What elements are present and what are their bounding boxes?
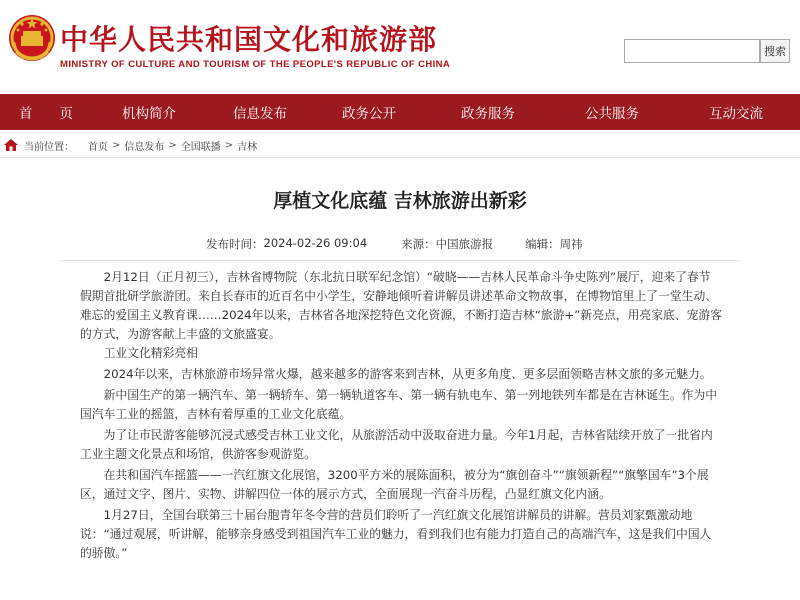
site-header (0, 0, 800, 94)
article-meta (206, 236, 583, 252)
nav-item-gov-services[interactable]: 政务服务 (461, 106, 515, 122)
article-paragraph: 新中国生产的第一辆汽车、第一辆轿车、第一辆轨道客车、第一辆有轨电车、第一列地铁列车都是在吉林诞生。作为中国汽车工业的摇篮，吉林有着厚重的工业文化底蕴。 (80, 388, 718, 421)
source-value: 中国旅游报 (435, 237, 494, 251)
breadcrumb-separator: > (168, 139, 177, 151)
article-subheading: 工业文化精彩亮相 (103, 346, 198, 360)
article-paragraph: 2月12日（正月初三），吉林省博物院（东北抗日联军纪念馆）“破晓——吉林人民革命斗争史陈列”展厅，迎来了春节假期首批研学旅游团。来自长春市的近百名中小学生，安静地倾听着讲解员讲述革命文物故事，在博物馆里上了一堂生动、难忘的爱国主义教育课……2024年以来，吉林省各地深挖特色文化资源，不断打造吉林“旅游+”新亮点，用亮家底、宠游客的方式，为游客献上丰盛的文旅盛宴。 (80, 270, 722, 341)
site-subtitle: MINISTRY OF CULTURE AND TOURISM OF THE PEOPLE'S REPUBLIC OF CHINA (60, 59, 451, 70)
nav-item-interaction[interactable]: 互动交流 (709, 106, 763, 122)
article-paragraph: 为了让市民游客能够沉浸式感受吉林工业文化，从旅游活动中汲取奋进力量。今年1月起，吉林省陆续开放了一批省内工业主题文化景点和场馆，供游客参观游览。 (80, 428, 713, 461)
nav-item-about[interactable]: 机构简介 (122, 106, 176, 122)
meta-divider (60, 260, 740, 261)
breadcrumb-divider (0, 157, 800, 158)
nav-item-public-services[interactable]: 公共服务 (585, 106, 639, 122)
editor-label: 编辑： (525, 237, 560, 251)
breadcrumb-separator: > (112, 139, 121, 151)
home-icon (4, 139, 18, 151)
breadcrumb-jilin[interactable]: 吉林 (237, 141, 258, 153)
article-paragraph: 2024年以来，吉林旅游市场异常火爆，越来越多的游客来到吉林，从更多角度、更多层面领略吉林文旅的多元魅力。 (103, 367, 712, 381)
article-body (80, 268, 722, 563)
article-paragraph: 在共和国汽车摇篮——一汽红旗文化展馆，3200平方米的展陈面积，被分为“旗创奋斗”“旗领新程”“旗擎国车”3个展区，通过文字、图片、实物、讲解四位一体的展示方式，全面展现一汽奋斗历程，凸显红旗文化内涵。 (80, 468, 709, 501)
breadcrumb-national-broadcast[interactable]: 全国联播 (180, 141, 221, 153)
national-emblem-icon[interactable] (8, 12, 56, 66)
article-paragraph: 1月27日，全国台联第三十届台胞青年冬令营的营员们聆听了一汽红旗文化展馆讲解员的讲解。营员刘家甄激动地说：“通过观展，听讲解，能够亲身感受到祖国汽车工业的魅力，看到我们也有能力打造自己的高端汽车，这是我们中国人的骄傲。” (80, 508, 712, 560)
breadcrumb-separator: > (224, 139, 234, 151)
search-button[interactable]: 搜索 (760, 39, 790, 63)
search-input[interactable] (624, 39, 760, 63)
breadcrumb (0, 136, 800, 154)
main-nav (0, 94, 800, 130)
nav-item-home[interactable]: 首 页 (19, 106, 73, 122)
article-title: 厚植文化底蕴 吉林旅游出新彩 (273, 190, 527, 212)
source-label: 来源： (401, 237, 436, 251)
site-title[interactable]: 中华人民共和国文化和旅游部 (60, 23, 438, 56)
publish-time: 2024-02-26 09:04 (263, 236, 368, 250)
publish-label: 发布时间： (206, 237, 264, 251)
nav-item-gov-affairs[interactable]: 政务公开 (342, 106, 396, 122)
breadcrumb-news[interactable]: 信息发布 (124, 141, 165, 153)
breadcrumb-label: 当前位置： (24, 141, 74, 153)
editor-value: 周祎 (559, 237, 583, 251)
breadcrumb-home[interactable]: 首页 (88, 141, 108, 153)
nav-item-news[interactable]: 信息发布 (233, 106, 287, 122)
